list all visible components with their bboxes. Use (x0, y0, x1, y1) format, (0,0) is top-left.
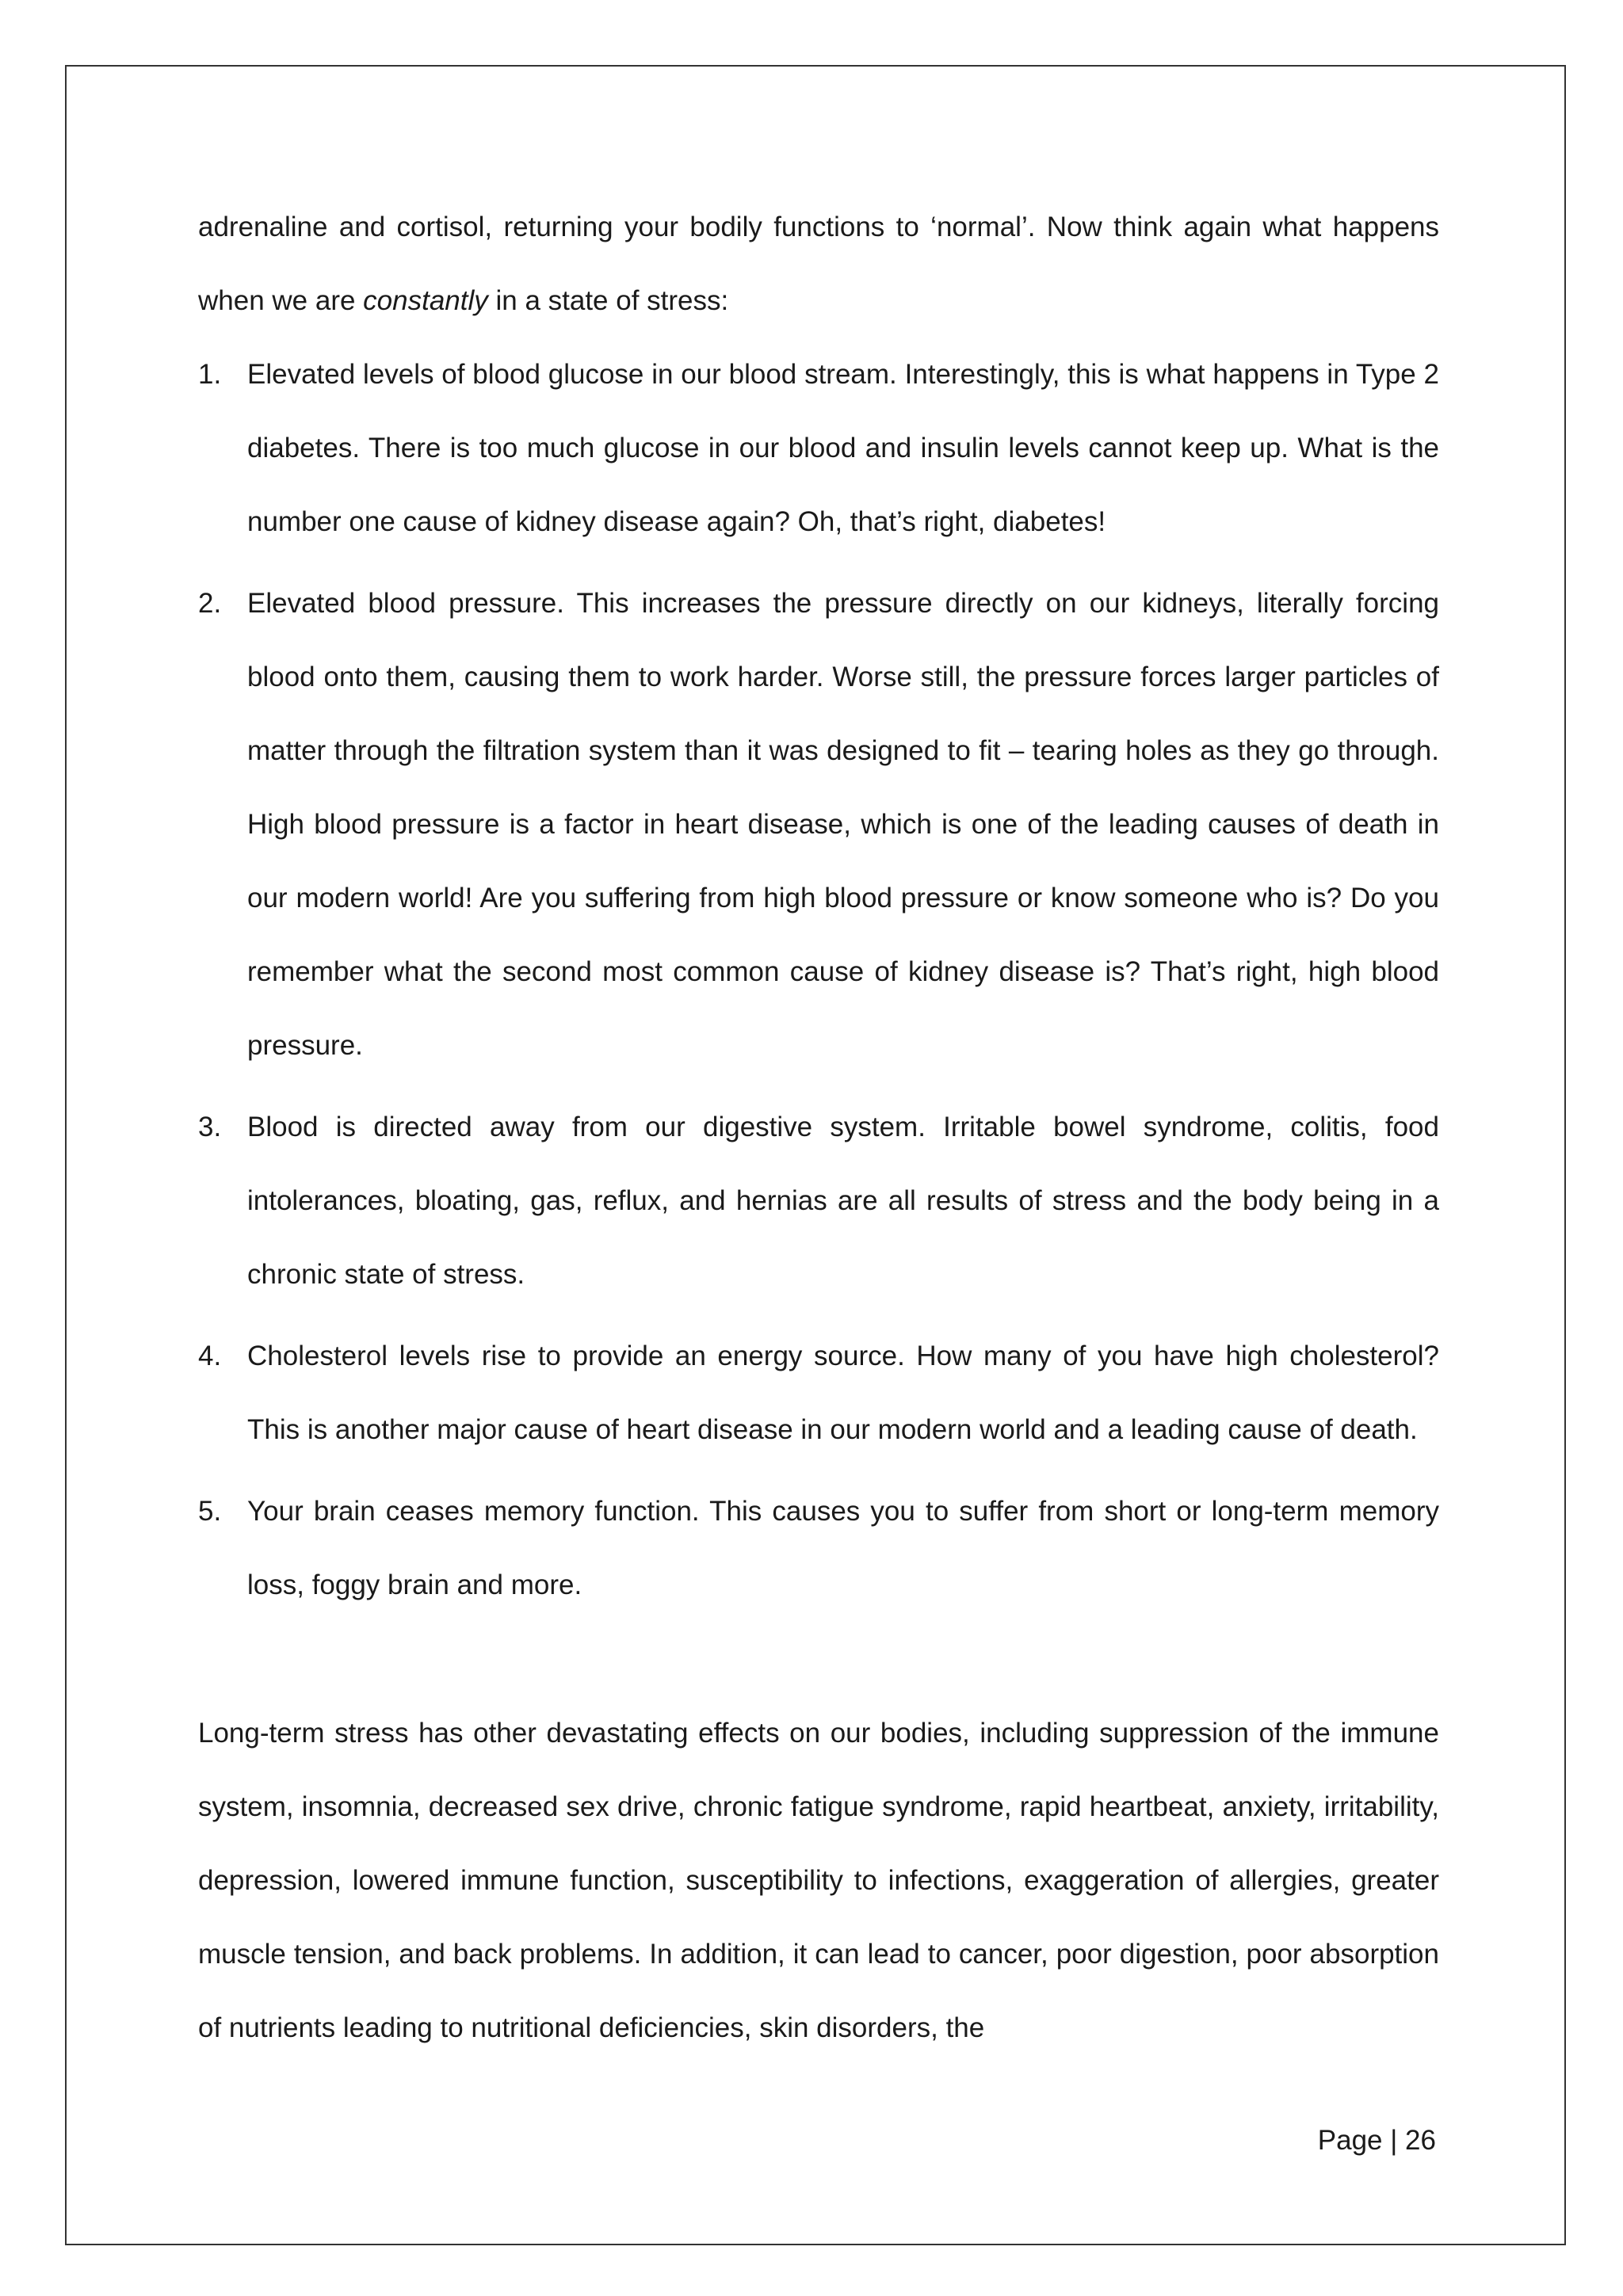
intro-paragraph (198, 190, 1439, 338)
page-number: Page | 26 (1317, 2125, 1436, 2156)
list-item (198, 566, 1439, 1082)
paragraph-spacer (198, 1622, 1439, 1696)
list-item (198, 338, 1439, 559)
list-item-text: Your brain ceases memory function. This causes you to suffer from short or long-term memory loss, foggy brain and more. (247, 1496, 1439, 1600)
page-content (198, 190, 1439, 2065)
intro-text-after: in a state of stress: (487, 285, 729, 316)
list-item (198, 1474, 1439, 1622)
list-item (198, 1319, 1439, 1466)
list-item-number: 2. (198, 588, 222, 619)
list-item-text: Blood is directed away from our digestive system. Irritable bowel syndrome, colitis, food intolerances, bloating, gas, reflux, and hernias are all results of stress and the body being in a chronic state of stress. (247, 1112, 1439, 1290)
list-item-number: 4. (198, 1341, 222, 1371)
list-item-text: Cholesterol levels rise to provide an energy source. How many of you have high cholesterol? This is another major cause of heart disease in our modern world and a leading cause of death. (247, 1341, 1439, 1445)
closing-paragraph: Long-term stress has other devastating effects on our bodies, including suppression of the immune system, insomnia, decreased sex drive, chronic fatigue syndrome, rapid heartbeat, anxiety, irritability, depression, lowered immune function, susceptibility to infections, exaggeration of allergies, greater muscle tension, and back problems. In addition, it can lead to cancer, poor digestion, poor absorption of nutrients leading to nutritional deficiencies, skin disorders, the (198, 1718, 1439, 2043)
stress-effects-list (198, 338, 1439, 1622)
intro-text-before: adrenaline and cortisol, returning your bodily functions to ‘normal’. Now think again what happens when we are (198, 212, 1439, 316)
list-item-number: 3. (198, 1112, 222, 1142)
list-item-number: 5. (198, 1496, 222, 1527)
list-item-text: Elevated levels of blood glucose in our blood stream. Interestingly, this is what happens in Type 2 diabetes. There is too much glucose in our blood and insulin levels cannot keep up. What is the number one cause of kidney disease again? Oh, that’s right, diabetes! (247, 359, 1439, 537)
list-item (198, 1090, 1439, 1311)
intro-emphasis: constantly (363, 285, 488, 316)
list-item-number: 1. (198, 359, 222, 390)
list-item-text: Elevated blood pressure. This increases the pressure directly on our kidneys, literally forcing blood onto them, causing them to work harder. Worse still, the pressure forces larger particles of matter through the filtration system than it was designed to fit – tearing holes as they go through. High blood pressure is a factor in heart disease, which is one of the leading causes of death in our modern world! Are you suffering from high blood pressure or know someone who is? Do you remember what the second most common cause of kidney disease is? That’s right, high blood pressure. (247, 588, 1439, 1061)
